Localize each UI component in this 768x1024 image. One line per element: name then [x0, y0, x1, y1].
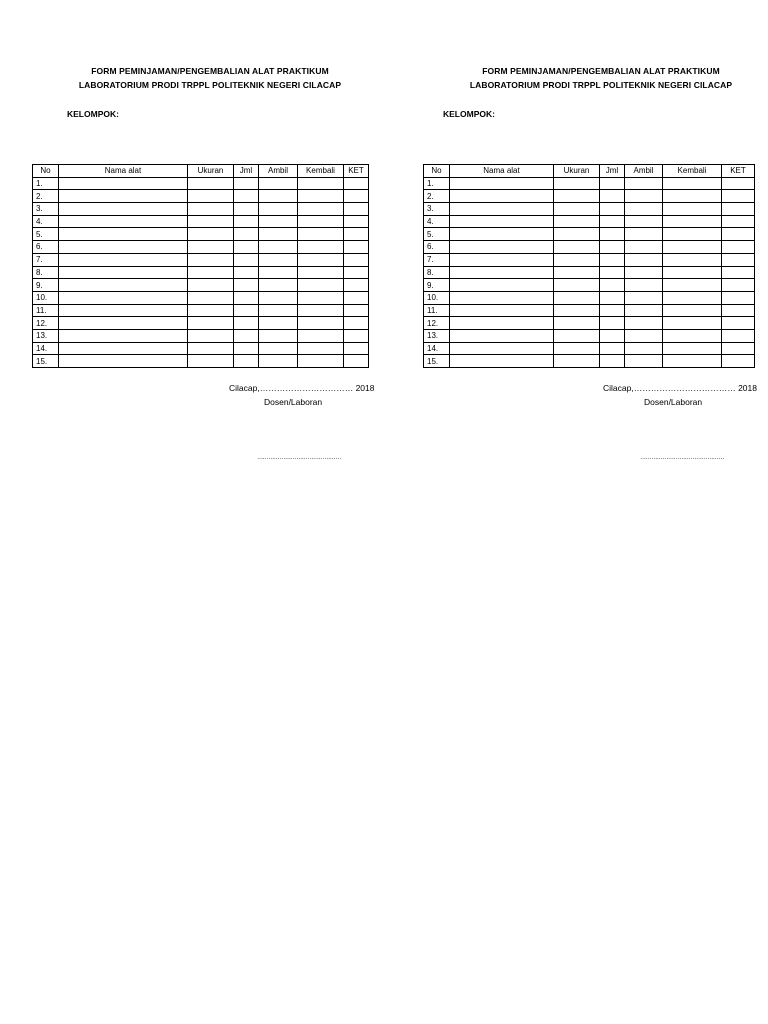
table-cell[interactable] [600, 266, 625, 279]
form-title-line-1: FORM PEMINJAMAN/PENGEMBALIAN ALAT PRAKTIKUM [482, 66, 720, 76]
table-cell[interactable] [259, 215, 298, 228]
table-cell[interactable] [234, 177, 259, 190]
table-cell[interactable] [234, 329, 259, 342]
table-row [33, 355, 369, 368]
row-number: 12. [33, 317, 59, 330]
table-cell[interactable] [663, 203, 722, 216]
table-cell[interactable] [298, 228, 344, 241]
form-title-line-1: FORM PEMINJAMAN/PENGEMBALIAN ALAT PRAKTIKUM [91, 66, 329, 76]
table-cell[interactable] [188, 342, 234, 355]
table-cell[interactable] [450, 215, 554, 228]
table-header-row [33, 165, 369, 178]
table-cell[interactable] [663, 304, 722, 317]
table-cell[interactable] [234, 342, 259, 355]
table-cell[interactable] [450, 279, 554, 292]
row-number: 7. [33, 253, 59, 266]
table-cell[interactable] [59, 266, 188, 279]
table-row [33, 215, 369, 228]
table-cell[interactable] [554, 203, 600, 216]
table-cell[interactable] [450, 266, 554, 279]
table-row [424, 329, 755, 342]
table-cell[interactable] [722, 203, 755, 216]
table-cell[interactable] [188, 279, 234, 292]
table-cell[interactable] [59, 355, 188, 368]
table-cell[interactable] [344, 304, 369, 317]
table-cell[interactable] [600, 177, 625, 190]
table-row [33, 203, 369, 216]
table-cell[interactable] [663, 342, 722, 355]
table-cell[interactable] [298, 279, 344, 292]
table-cell[interactable] [188, 253, 234, 266]
loan-form-right [421, 0, 768, 480]
table-cell[interactable] [450, 203, 554, 216]
table-row [33, 266, 369, 279]
table-cell[interactable] [59, 228, 188, 241]
table-cell[interactable] [600, 215, 625, 228]
table-cell[interactable] [663, 329, 722, 342]
table-cell[interactable] [298, 241, 344, 254]
row-number: 12. [424, 317, 450, 330]
table-cell[interactable] [625, 253, 663, 266]
table-cell[interactable] [344, 241, 369, 254]
table-cell[interactable] [600, 355, 625, 368]
table-cell[interactable] [722, 291, 755, 304]
kelompok-label: KELOMPOK: [443, 109, 495, 119]
table-cell[interactable] [554, 342, 600, 355]
table-cell[interactable] [450, 317, 554, 330]
table-cell[interactable] [234, 241, 259, 254]
table-cell[interactable] [554, 355, 600, 368]
table-cell[interactable] [722, 215, 755, 228]
table-cell[interactable] [344, 190, 369, 203]
row-number: 10. [424, 291, 450, 304]
table-row [33, 329, 369, 342]
table-cell[interactable] [59, 342, 188, 355]
column-header: Jml [600, 165, 625, 178]
table-cell[interactable] [625, 317, 663, 330]
table-cell[interactable] [344, 342, 369, 355]
table-cell[interactable] [450, 291, 554, 304]
table-cell[interactable] [234, 228, 259, 241]
table-cell[interactable] [600, 241, 625, 254]
table-cell[interactable] [600, 228, 625, 241]
table-cell[interactable] [722, 317, 755, 330]
table-cell[interactable] [554, 317, 600, 330]
table-cell[interactable] [450, 190, 554, 203]
table-cell[interactable] [663, 228, 722, 241]
table-cell[interactable] [625, 215, 663, 228]
table-row [33, 253, 369, 266]
table-cell[interactable] [234, 203, 259, 216]
row-number: 3. [33, 203, 59, 216]
table-row [424, 177, 755, 190]
table-cell[interactable] [59, 253, 188, 266]
table-cell[interactable] [259, 317, 298, 330]
table-cell[interactable] [188, 190, 234, 203]
table-cell[interactable] [188, 203, 234, 216]
table-cell[interactable] [450, 241, 554, 254]
table-cell[interactable] [722, 342, 755, 355]
table-cell[interactable] [259, 228, 298, 241]
table-cell[interactable] [600, 304, 625, 317]
table-cell[interactable] [663, 266, 722, 279]
table-cell[interactable] [554, 329, 600, 342]
table-cell[interactable] [600, 203, 625, 216]
row-number: 8. [424, 266, 450, 279]
table-cell[interactable] [259, 253, 298, 266]
column-header: No [33, 165, 59, 178]
row-number: 3. [424, 203, 450, 216]
column-header: Ukuran [188, 165, 234, 178]
table-cell[interactable] [344, 279, 369, 292]
table-cell[interactable] [59, 241, 188, 254]
table-cell[interactable] [554, 279, 600, 292]
row-number: 9. [33, 279, 59, 292]
table-cell[interactable] [663, 177, 722, 190]
table-cell[interactable] [554, 215, 600, 228]
table-cell[interactable] [344, 291, 369, 304]
table-cell[interactable] [722, 190, 755, 203]
column-header: Ambil [625, 165, 663, 178]
table-cell[interactable] [554, 190, 600, 203]
table-cell[interactable] [450, 329, 554, 342]
table-row [33, 177, 369, 190]
table-cell[interactable] [188, 228, 234, 241]
column-header: Kembali [663, 165, 722, 178]
table-cell[interactable] [663, 253, 722, 266]
table-row [33, 317, 369, 330]
row-number: 1. [424, 177, 450, 190]
table-cell[interactable] [259, 177, 298, 190]
signature-date: Cilacap,…………………………… 2018 [229, 383, 375, 393]
table-cell[interactable] [722, 177, 755, 190]
table-row [424, 228, 755, 241]
table-cell[interactable] [722, 279, 755, 292]
column-header: No [424, 165, 450, 178]
table-cell[interactable] [344, 203, 369, 216]
table-cell[interactable] [188, 304, 234, 317]
table-cell[interactable] [298, 190, 344, 203]
table-cell[interactable] [259, 203, 298, 216]
signature-line: ……………………………………… [640, 455, 725, 461]
table-cell[interactable] [625, 241, 663, 254]
table-cell[interactable] [298, 355, 344, 368]
table-cell[interactable] [344, 228, 369, 241]
column-header: KET [722, 165, 755, 178]
table-row [424, 291, 755, 304]
table-row [424, 317, 755, 330]
table-cell[interactable] [259, 241, 298, 254]
table-row [424, 203, 755, 216]
signature-line: ……………………………………… [257, 455, 342, 461]
table-cell[interactable] [298, 253, 344, 266]
column-header: KET [344, 165, 369, 178]
table-cell[interactable] [298, 266, 344, 279]
row-number: 2. [33, 190, 59, 203]
equipment-table [32, 164, 369, 368]
table-cell[interactable] [722, 241, 755, 254]
row-number: 10. [33, 291, 59, 304]
table-cell[interactable] [722, 253, 755, 266]
table-cell[interactable] [625, 355, 663, 368]
table-row [424, 304, 755, 317]
table-cell[interactable] [625, 279, 663, 292]
table-cell[interactable] [722, 329, 755, 342]
row-number: 4. [424, 215, 450, 228]
table-cell[interactable] [600, 279, 625, 292]
table-cell[interactable] [188, 317, 234, 330]
table-cell[interactable] [259, 355, 298, 368]
table-cell[interactable] [600, 317, 625, 330]
table-cell[interactable] [600, 291, 625, 304]
row-number: 15. [33, 355, 59, 368]
table-cell[interactable] [600, 253, 625, 266]
table-cell[interactable] [663, 291, 722, 304]
column-header: Nama alat [450, 165, 554, 178]
table-cell[interactable] [59, 304, 188, 317]
table-cell[interactable] [59, 317, 188, 330]
table-cell[interactable] [625, 329, 663, 342]
table-cell[interactable] [188, 355, 234, 368]
table-cell[interactable] [554, 177, 600, 190]
table-row [424, 253, 755, 266]
table-row [424, 279, 755, 292]
form-title-line-2: LABORATORIUM PRODI TRPPL POLITEKNIK NEGERI CILACAP [469, 80, 733, 90]
table-row [424, 241, 755, 254]
table-cell[interactable] [450, 253, 554, 266]
signature-role: Dosen/Laboran [264, 397, 323, 407]
table-cell[interactable] [59, 279, 188, 292]
column-header: Kembali [298, 165, 344, 178]
table-cell[interactable] [298, 329, 344, 342]
row-number: 13. [33, 329, 59, 342]
table-cell[interactable] [663, 317, 722, 330]
table-cell[interactable] [554, 241, 600, 254]
table-cell[interactable] [234, 253, 259, 266]
row-number: 14. [33, 342, 59, 355]
table-cell[interactable] [298, 317, 344, 330]
table-cell[interactable] [625, 304, 663, 317]
table-cell[interactable] [554, 291, 600, 304]
table-row [33, 228, 369, 241]
row-number: 13. [424, 329, 450, 342]
table-cell[interactable] [259, 279, 298, 292]
row-number: 11. [424, 304, 450, 317]
signature-date: Cilacap,……………………………… 2018 [603, 383, 757, 393]
table-row [33, 241, 369, 254]
table-cell[interactable] [450, 355, 554, 368]
row-number: 8. [33, 266, 59, 279]
table-cell[interactable] [59, 203, 188, 216]
table-row [33, 190, 369, 203]
table-cell[interactable] [234, 279, 259, 292]
table-cell[interactable] [59, 291, 188, 304]
row-number: 4. [33, 215, 59, 228]
table-cell[interactable] [298, 177, 344, 190]
row-number: 11. [33, 304, 59, 317]
table-cell[interactable] [625, 190, 663, 203]
table-cell[interactable] [259, 304, 298, 317]
table-row [33, 291, 369, 304]
table-cell[interactable] [625, 291, 663, 304]
table-cell[interactable] [722, 228, 755, 241]
table-cell[interactable] [554, 266, 600, 279]
table-cell[interactable] [663, 355, 722, 368]
table-cell[interactable] [344, 253, 369, 266]
table-cell[interactable] [625, 228, 663, 241]
table-cell[interactable] [298, 342, 344, 355]
row-number: 9. [424, 279, 450, 292]
table-cell[interactable] [722, 304, 755, 317]
table-row [424, 355, 755, 368]
column-header: Jml [234, 165, 259, 178]
row-number: 14. [424, 342, 450, 355]
table-cell[interactable] [188, 329, 234, 342]
row-number: 6. [424, 241, 450, 254]
loan-form-left [30, 0, 390, 480]
table-cell[interactable] [625, 266, 663, 279]
table-cell[interactable] [59, 177, 188, 190]
column-header: Ambil [259, 165, 298, 178]
table-cell[interactable] [259, 329, 298, 342]
table-cell[interactable] [259, 190, 298, 203]
table-header-row [424, 165, 755, 178]
table-cell[interactable] [234, 190, 259, 203]
table-cell[interactable] [450, 228, 554, 241]
row-number: 1. [33, 177, 59, 190]
row-number: 5. [33, 228, 59, 241]
table-row [33, 304, 369, 317]
table-cell[interactable] [59, 190, 188, 203]
table-row [33, 279, 369, 292]
table-cell[interactable] [663, 279, 722, 292]
table-cell[interactable] [234, 355, 259, 368]
table-cell[interactable] [663, 241, 722, 254]
table-cell[interactable] [59, 329, 188, 342]
table-cell[interactable] [234, 215, 259, 228]
table-cell[interactable] [625, 177, 663, 190]
row-number: 6. [33, 241, 59, 254]
table-cell[interactable] [259, 342, 298, 355]
row-number: 15. [424, 355, 450, 368]
table-cell[interactable] [600, 329, 625, 342]
table-cell[interactable] [450, 304, 554, 317]
column-header: Ukuran [554, 165, 600, 178]
table-cell[interactable] [234, 317, 259, 330]
table-cell[interactable] [625, 342, 663, 355]
table-cell[interactable] [188, 177, 234, 190]
column-header: Nama alat [59, 165, 188, 178]
table-cell[interactable] [188, 266, 234, 279]
table-cell[interactable] [298, 203, 344, 216]
table-cell[interactable] [298, 304, 344, 317]
table-cell[interactable] [259, 266, 298, 279]
table-cell[interactable] [450, 342, 554, 355]
table-cell[interactable] [344, 317, 369, 330]
table-cell[interactable] [188, 291, 234, 304]
table-cell[interactable] [344, 266, 369, 279]
table-row [424, 266, 755, 279]
signature-role: Dosen/Laboran [644, 397, 703, 407]
table-cell[interactable] [298, 215, 344, 228]
table-cell[interactable] [663, 215, 722, 228]
table-cell[interactable] [344, 177, 369, 190]
table-cell[interactable] [234, 266, 259, 279]
equipment-table [423, 164, 755, 368]
table-cell[interactable] [554, 228, 600, 241]
table-cell[interactable] [663, 190, 722, 203]
table-cell[interactable] [344, 355, 369, 368]
table-cell[interactable] [625, 203, 663, 216]
kelompok-label: KELOMPOK: [67, 109, 119, 119]
table-cell[interactable] [188, 241, 234, 254]
table-cell[interactable] [59, 215, 188, 228]
table-cell[interactable] [344, 215, 369, 228]
table-row [424, 215, 755, 228]
table-cell[interactable] [600, 190, 625, 203]
row-number: 7. [424, 253, 450, 266]
table-cell[interactable] [722, 266, 755, 279]
table-cell[interactable] [600, 342, 625, 355]
table-cell[interactable] [188, 215, 234, 228]
table-cell[interactable] [234, 304, 259, 317]
table-cell[interactable] [554, 253, 600, 266]
table-cell[interactable] [722, 355, 755, 368]
table-cell[interactable] [298, 291, 344, 304]
table-cell[interactable] [450, 177, 554, 190]
table-cell[interactable] [259, 291, 298, 304]
row-number: 5. [424, 228, 450, 241]
table-row [33, 342, 369, 355]
row-number: 2. [424, 190, 450, 203]
table-cell[interactable] [234, 291, 259, 304]
table-row [424, 190, 755, 203]
table-cell[interactable] [554, 304, 600, 317]
form-title-line-2: LABORATORIUM PRODI TRPPL POLITEKNIK NEGERI CILACAP [78, 80, 342, 90]
table-cell[interactable] [344, 329, 369, 342]
table-row [424, 342, 755, 355]
